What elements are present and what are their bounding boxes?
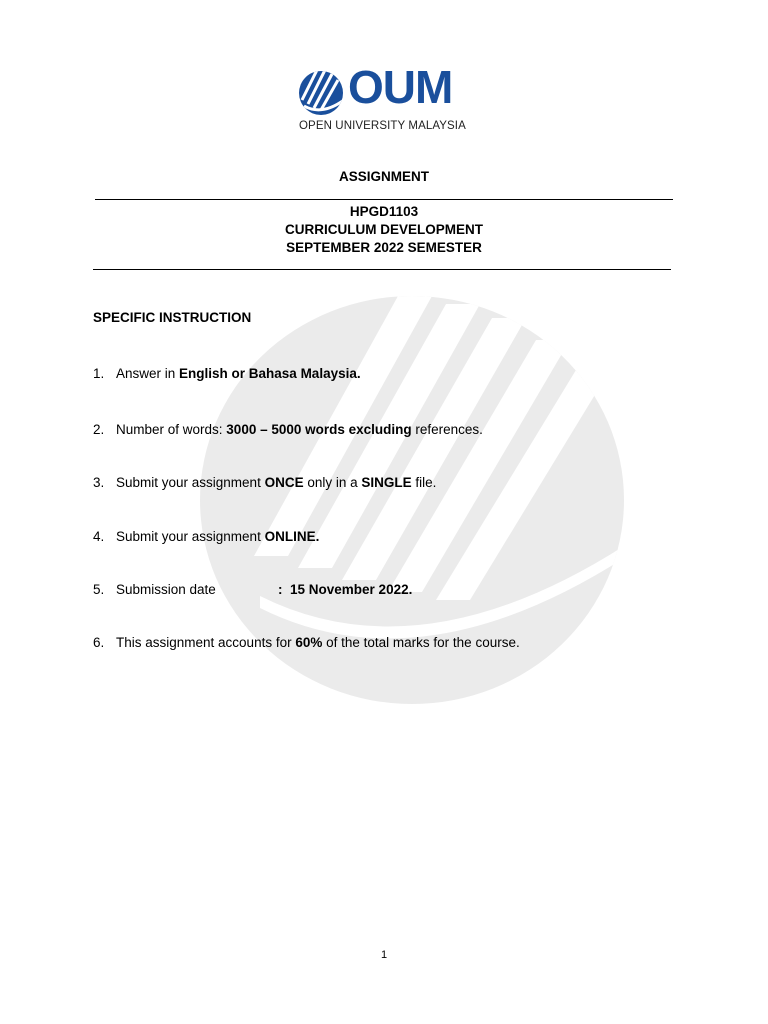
item-text-bold: English or Bahasa Malaysia. <box>179 366 361 381</box>
item-number: 5. <box>93 582 105 597</box>
item-text-bold: 60% <box>295 635 323 650</box>
item-text: This assignment accounts for <box>116 635 296 650</box>
semester: SEPTEMBER 2022 SEMESTER <box>286 240 482 255</box>
instructions-heading: SPECIFIC INSTRUCTION <box>93 310 252 325</box>
item-text: Number of words: <box>116 422 227 437</box>
logo-subtitle: OPEN UNIVERSITY MALAYSIA <box>299 120 466 132</box>
item-number: 2. <box>93 422 105 437</box>
submission-date-label: Submission date <box>116 582 216 597</box>
item-text: references. <box>411 422 483 437</box>
item-text: of the total marks for the course. <box>322 635 520 650</box>
course-code: HPGD1103 <box>349 204 419 219</box>
document-type: ASSIGNMENT <box>338 169 429 184</box>
item-text-bold: 3000 – 5000 words excluding <box>226 422 412 437</box>
item-number: 4. <box>93 529 105 544</box>
item-text-bold: ONCE <box>264 475 304 490</box>
page-number: 1 <box>380 949 388 961</box>
item-text: file. <box>411 475 437 490</box>
item-number: 6. <box>93 635 105 650</box>
submission-date-value: 15 November 2022. <box>290 582 413 597</box>
bottom-divider <box>93 269 671 270</box>
instruction-item <box>93 475 436 490</box>
item-text: only in a <box>303 475 362 490</box>
submission-date-separator: : <box>278 582 283 597</box>
oum-emblem-icon <box>298 70 344 116</box>
course-name: CURRICULUM DEVELOPMENT <box>285 222 483 237</box>
item-text: Submit your assignment <box>116 475 265 490</box>
top-divider <box>95 199 673 200</box>
oum-logo <box>298 61 472 136</box>
instruction-item <box>93 582 412 597</box>
item-text: Answer in <box>116 366 180 381</box>
instruction-item <box>93 529 319 544</box>
logo-wordmark: OUM <box>348 61 453 113</box>
item-text: Submit your assignment <box>116 529 265 544</box>
instruction-item <box>93 422 483 437</box>
instruction-item <box>93 366 361 381</box>
instruction-item <box>93 635 520 650</box>
item-number: 1. <box>93 366 105 381</box>
item-number: 3. <box>93 475 105 490</box>
item-text-bold: ONLINE. <box>264 529 320 544</box>
item-text-bold: SINGLE <box>361 475 412 490</box>
